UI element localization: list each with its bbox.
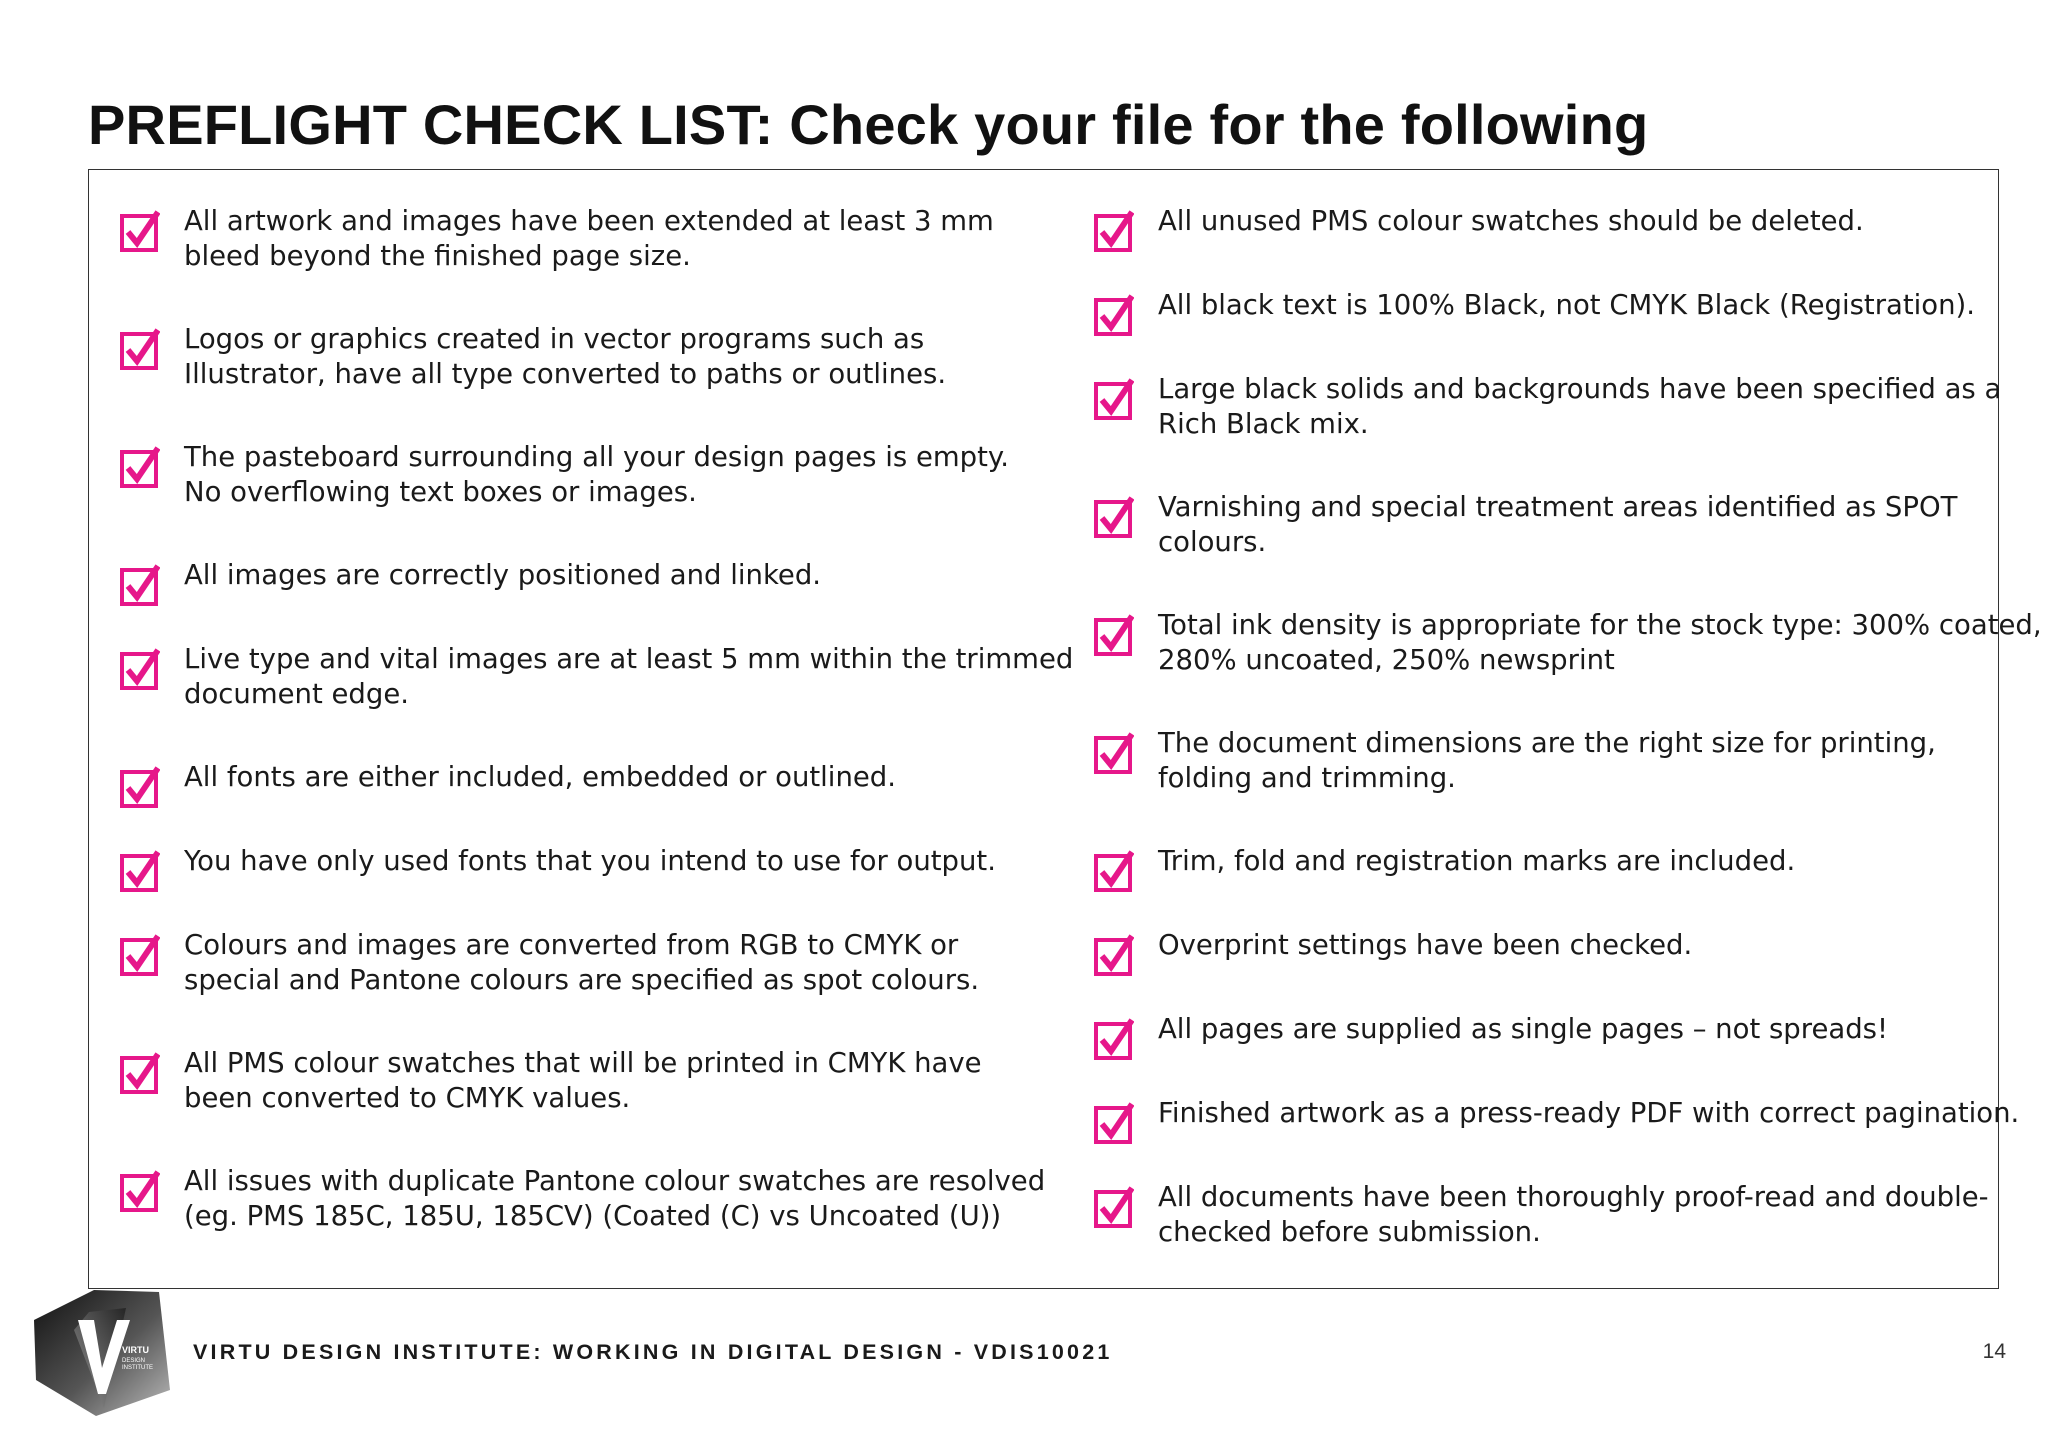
checklist-item-line: Trim, fold and registration marks are included.: [1158, 845, 1796, 877]
checkbox-checked-icon[interactable]: [1094, 614, 1134, 656]
checkbox-checked-icon[interactable]: [120, 1052, 160, 1094]
checkbox-checked-icon[interactable]: [120, 564, 160, 606]
checklist-item-line: checked before submission.: [1158, 1216, 1541, 1248]
checkbox-checked-icon[interactable]: [1094, 1018, 1134, 1060]
checklist-item-line: document edge.: [184, 678, 409, 710]
checklist-item-text: [1158, 1096, 2019, 1131]
footer-course-title: VIRTU DESIGN INSTITUTE: WORKING IN DIGITAL DESIGN - VDIS10021: [193, 1340, 1113, 1364]
checklist-item-text: [184, 1164, 1045, 1234]
checklist-item-text: [1158, 608, 2042, 678]
checklist-item-line: (eg. PMS 185C, 185U, 185CV) (Coated (C) vs Uncoated (U)): [184, 1200, 1002, 1232]
checkbox-checked-icon[interactable]: [120, 934, 160, 976]
checklist-item-line: Live type and vital images are at least 5 mm within the trimmed: [184, 643, 1074, 675]
checklist-item-text: [1158, 1180, 1989, 1250]
page-title: PREFLIGHT CHECK LIST: Check your file for the following: [88, 93, 1649, 156]
checkbox-checked-icon[interactable]: [120, 210, 160, 252]
checklist-item-line: Large black solids and backgrounds have been specified as a: [1158, 373, 2002, 405]
checklist-item-line: Total ink density is appropriate for the stock type: 300% coated,: [1158, 609, 2042, 641]
checklist-item-line: 280% uncoated, 250% newsprint: [1158, 644, 1615, 676]
checklist-item-text: [1158, 204, 1864, 239]
checklist-item-line: Rich Black mix.: [1158, 408, 1369, 440]
checklist-item-line: All issues with duplicate Pantone colour swatches are resolved: [184, 1165, 1046, 1197]
checklist-item-text: [1158, 844, 1795, 879]
checkbox-checked-icon[interactable]: [120, 648, 160, 690]
checklist-item-line: All artwork and images have been extended at least 3 mm: [184, 205, 994, 237]
checklist-item-text: [184, 760, 896, 795]
checkbox-checked-icon[interactable]: [1094, 496, 1134, 538]
checklist-item-line: The document dimensions are the right size for printing,: [1158, 727, 1936, 759]
checklist-item-line: Varnishing and special treatment areas identified as SPOT: [1158, 491, 1958, 523]
checklist-item-line: All PMS colour swatches that will be printed in CMYK have: [184, 1047, 982, 1079]
checkbox-checked-icon[interactable]: [120, 328, 160, 370]
checklist-item-line: special and Pantone colours are specified as spot colours.: [184, 964, 980, 996]
checklist-item-text: [184, 440, 1009, 510]
checkbox-checked-icon[interactable]: [120, 1170, 160, 1212]
checklist-item-line: All unused PMS colour swatches should be deleted.: [1158, 205, 1864, 237]
checkbox-checked-icon[interactable]: [120, 766, 160, 808]
checklist-item-line: Overprint settings have been checked.: [1158, 929, 1693, 961]
checklist-item-text: [184, 642, 1073, 712]
checkbox-checked-icon[interactable]: [1094, 210, 1134, 252]
checklist-item-text: [1158, 288, 1975, 323]
logo-text-virtu: VIRTU: [122, 1345, 149, 1355]
checklist-item-line: bleed beyond the finished page size.: [184, 240, 691, 272]
checklist-item-line: Logos or graphics created in vector programs such as: [184, 323, 925, 355]
checklist-item-text: [184, 844, 996, 879]
checklist-item-line: All pages are supplied as single pages – not spreads!: [1158, 1013, 1889, 1045]
page-number: 14: [1982, 1340, 2006, 1363]
logo-text-design: DESIGN: [122, 1358, 146, 1364]
virtu-logo: [34, 1290, 170, 1416]
checklist-item-line: The pasteboard surrounding all your design pages is empty.: [184, 441, 1009, 473]
checklist-item-text: [1158, 1012, 1888, 1047]
checkbox-checked-icon[interactable]: [1094, 732, 1134, 774]
checklist-item-line: Finished artwork as a press-ready PDF with correct pagination.: [1158, 1097, 2020, 1129]
checkbox-checked-icon[interactable]: [1094, 934, 1134, 976]
checklist-item-text: [184, 322, 946, 392]
checkbox-checked-icon[interactable]: [1094, 294, 1134, 336]
checklist-item-line: You have only used fonts that you intend to use for output.: [184, 845, 996, 877]
checklist-item-text: [1158, 928, 1692, 963]
checklist-item-line: been converted to CMYK values.: [184, 1082, 631, 1114]
checklist-item-line: colours.: [1158, 526, 1267, 558]
checkbox-checked-icon[interactable]: [1094, 1186, 1134, 1228]
checkbox-checked-icon[interactable]: [120, 446, 160, 488]
checklist-item-line: Colours and images are converted from RGB to CMYK or: [184, 929, 959, 961]
checklist-item-text: [1158, 726, 1936, 796]
checklist-item-line: All images are correctly positioned and linked.: [184, 559, 822, 591]
checklist-item-text: [184, 928, 979, 998]
checklist-item-text: [184, 204, 994, 274]
checkbox-checked-icon[interactable]: [1094, 378, 1134, 420]
checklist-item-text: [1158, 490, 1957, 560]
checklist-item-line: All black text is 100% Black, not CMYK Black (Registration).: [1158, 289, 1975, 321]
checklist-item-line: No overflowing text boxes or images.: [184, 476, 697, 508]
checkbox-checked-icon[interactable]: [1094, 1102, 1134, 1144]
checklist-item-line: folding and trimming.: [1158, 762, 1456, 794]
checklist-item-line: All fonts are either included, embedded or outlined.: [184, 761, 896, 793]
checklist-item-line: Illustrator, have all type converted to paths or outlines.: [184, 358, 947, 390]
checklist-item-text: [184, 1046, 982, 1116]
checkbox-checked-icon[interactable]: [1094, 850, 1134, 892]
checklist-item-text: [1158, 372, 2001, 442]
checklist-item-text: [184, 558, 821, 593]
checklist-item-line: All documents have been thoroughly proof-read and double-: [1158, 1181, 1989, 1213]
logo-text-institute: INSTITUTE: [122, 1365, 153, 1371]
checkbox-checked-icon[interactable]: [120, 850, 160, 892]
